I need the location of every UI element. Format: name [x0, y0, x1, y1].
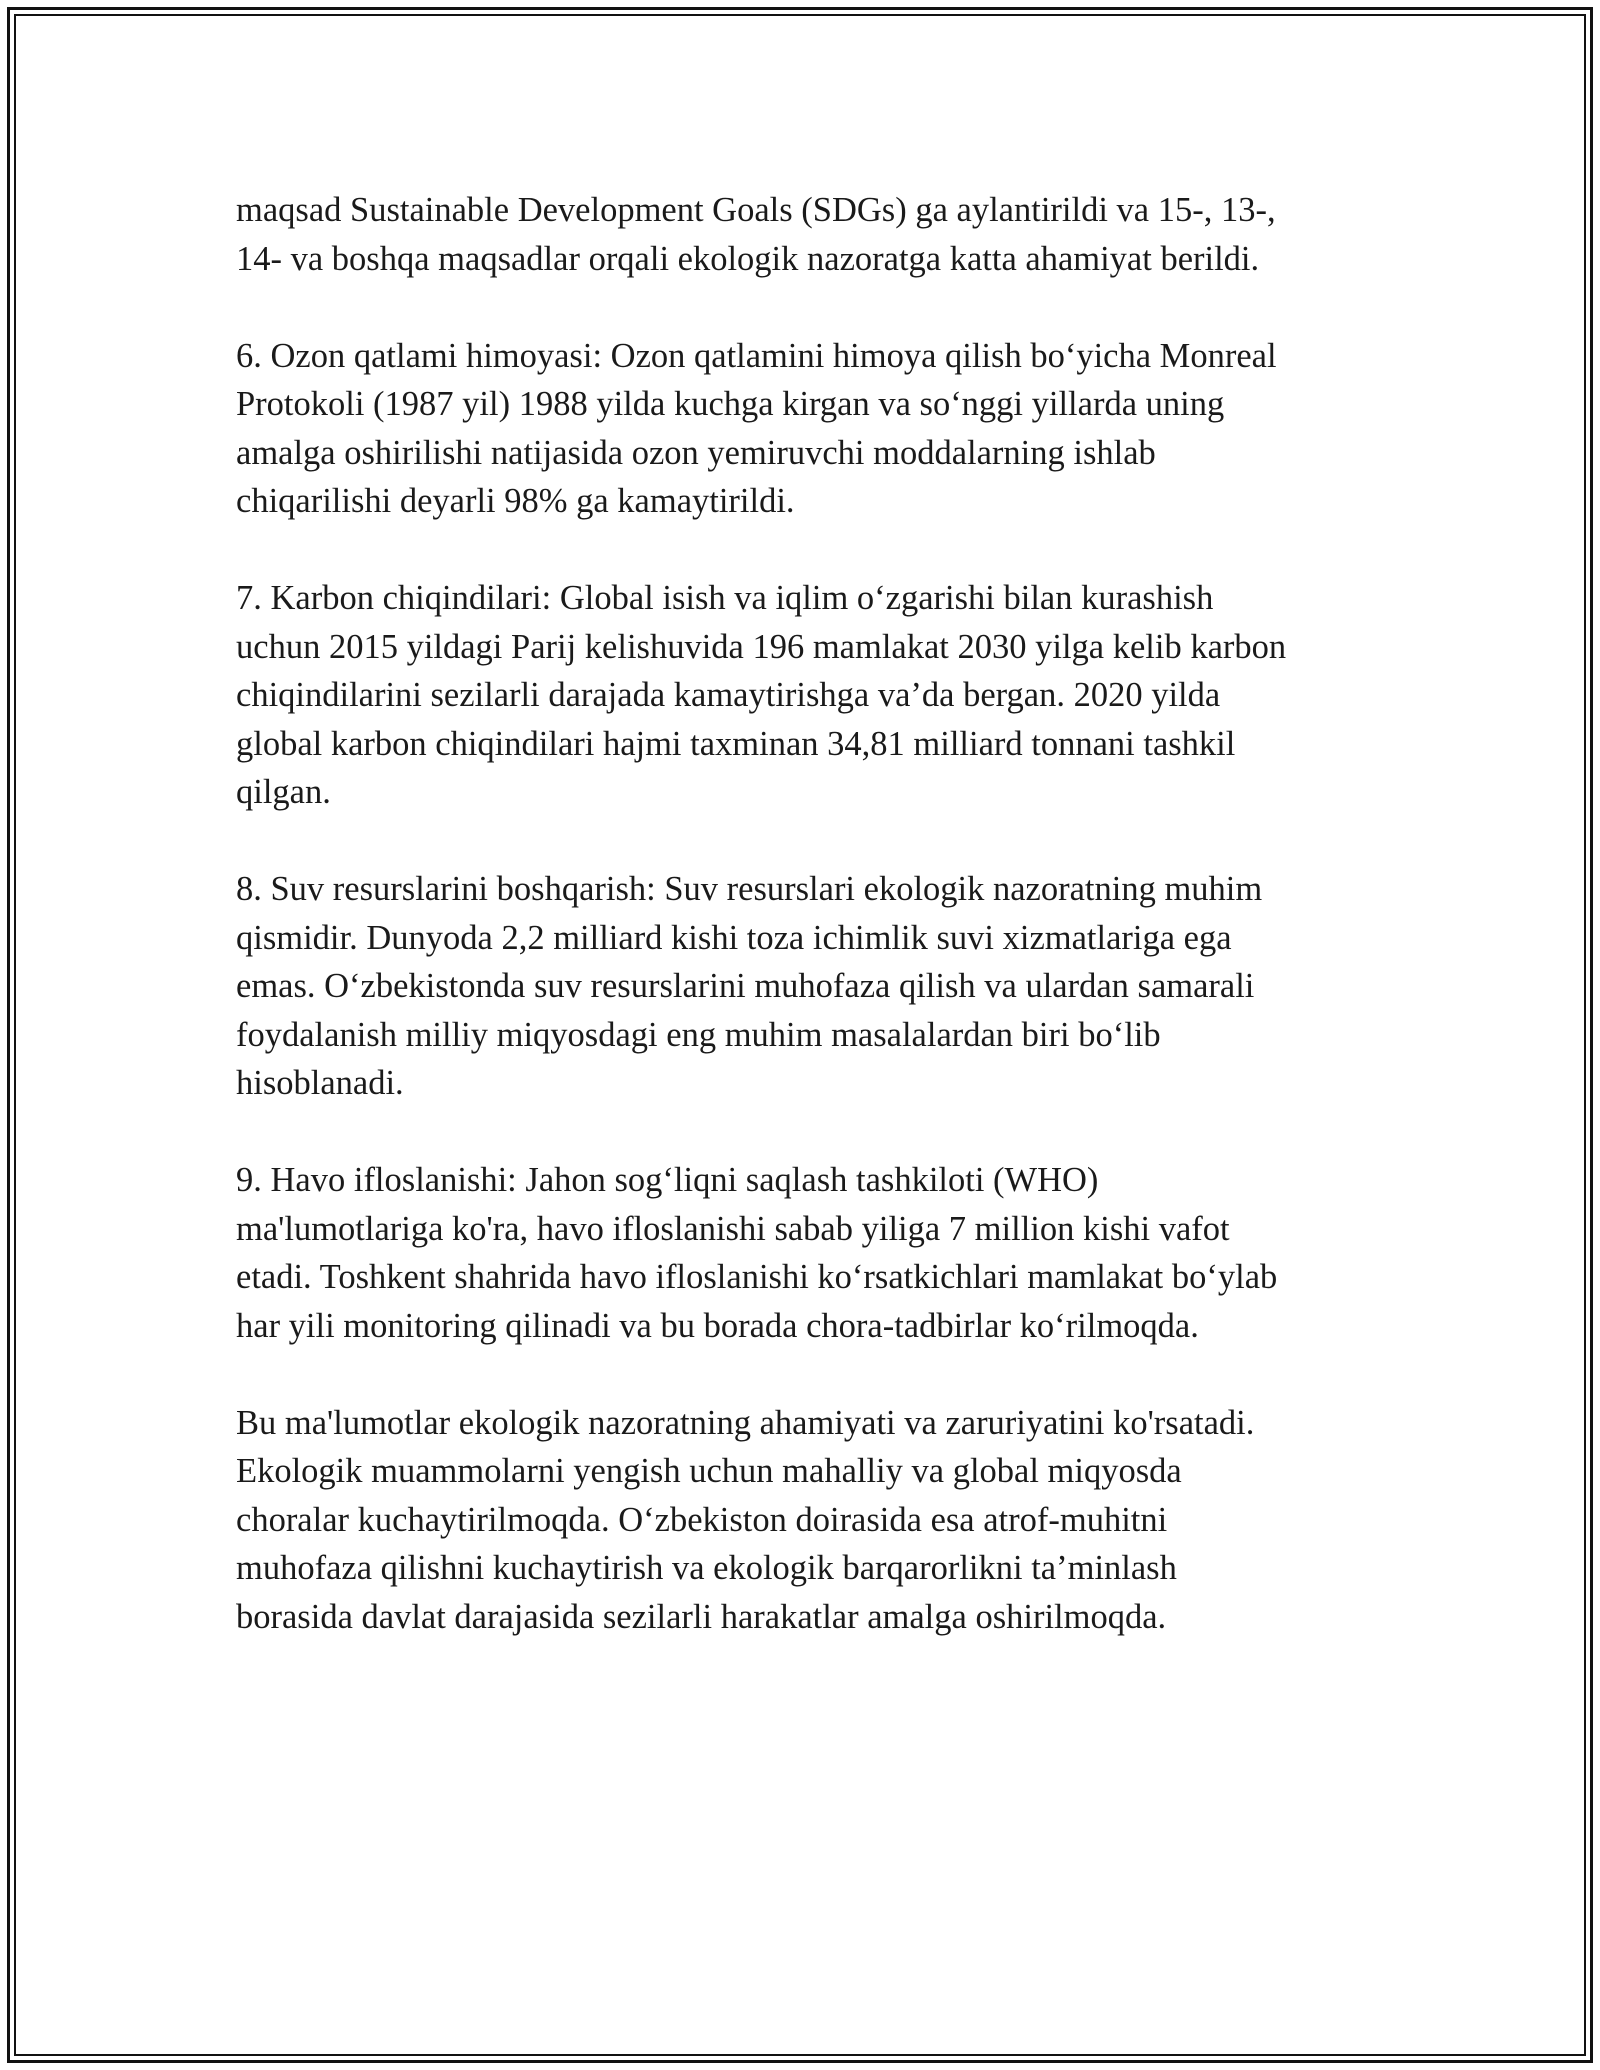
text-line: 8. Suv resurslarini boshqarish: Suv resurslari ekologik nazoratning muhim: [236, 870, 1263, 908]
text-line: uchun 2015 yildagi Parij kelishuvida 196 mamlakat 2030 yilga kelib karbon: [236, 627, 1287, 666]
paragraph-air-pollution: [236, 1156, 1366, 1350]
text-line: hisoblanadi.: [236, 1064, 404, 1102]
text-line: 7. Karbon chiqindilari: Global isish va iqlim o‘zgarishi bilan kurashish: [236, 579, 1214, 617]
text-line: 14- va boshqa maqsadlar orqali ekologik nazoratga katta ahamiyat berildi.: [236, 239, 1260, 278]
text-line: Protokoli (1987 yil) 1988 yilda kuchga kirgan va so‘nggi yillarda uning: [236, 385, 1225, 423]
text-line: amalga oshirilishi natijasida ozon yemiruvchi moddalarning ishlab: [236, 433, 1156, 472]
text-line: muhofaza qilishni kuchaytirish va ekologik barqarorlikni ta’minlash: [236, 1549, 1177, 1587]
text-line: Ekologik muammolarni yengish uchun mahalliy va global miqyosda: [236, 1452, 1182, 1490]
text-line: Bu ma'lumotlar ekologik nazoratning ahamiyati va zaruriyatini ko'rsatadi.: [236, 1403, 1255, 1442]
text-line: chiqarilishi deyarli 98% ga kamaytirildi.: [236, 482, 795, 520]
text-line: har yili monitoring qilinadi va bu borada chora-tadbirlar ko‘rilmoqda.: [236, 1306, 1199, 1345]
paragraph-ozone-layer: [236, 332, 1366, 526]
text-line: qilgan.: [236, 773, 331, 811]
text-line: ma'lumotlariga ko'ra, havo ifloslanishi sabab yiliga 7 million kishi vafot: [236, 1209, 1230, 1248]
text-line: borasida davlat darajasida sezilarli harakatlar amalga oshirilmoqda.: [236, 1597, 1167, 1636]
text-line: etadi. Toshkent shahrida havo ifloslanishi ko‘rsatkichlari mamlakat bo‘ylab: [236, 1258, 1278, 1296]
paragraph-carbon-emissions: [236, 574, 1366, 817]
text-line: emas. O‘zbekistonda suv resurslarini muhofaza qilish va ulardan samarali: [236, 967, 1255, 1005]
document-body: [236, 186, 1366, 1690]
paragraph-water-resources: [236, 865, 1366, 1108]
paragraph-conclusion: [236, 1399, 1366, 1642]
text-line: 6. Ozon qatlami himoyasi: Ozon qatlamini himoya qilish bo‘yicha Monreal: [236, 336, 1277, 375]
text-line: foydalanish milliy miqyosdagi eng muhim masalalardan biri bo‘lib: [236, 1015, 1161, 1054]
text-line: global karbon chiqindilari hajmi taxminan 34,81 milliard tonnani tashkil: [236, 724, 1236, 763]
text-line: 9. Havo ifloslanishi: Jahon sog‘liqni saqlash tashkiloti (WHO): [236, 1161, 1099, 1199]
text-line: qismidir. Dunyoda 2,2 milliard kishi toza ichimlik suvi xizmatlariga ega: [236, 918, 1232, 957]
text-line: choralar kuchaytirilmoqda. O‘zbekiston doirasida esa atrof-muhitni: [236, 1500, 1168, 1539]
text-line: maqsad Sustainable Development Goals (SDGs) ga aylantirildi va 15-, 13-,: [236, 191, 1276, 229]
text-line: chiqindilarini sezilarli darajada kamaytirishga va’da bergan. 2020 yilda: [236, 676, 1221, 714]
paragraph-sdgs-continuation: [236, 186, 1366, 283]
